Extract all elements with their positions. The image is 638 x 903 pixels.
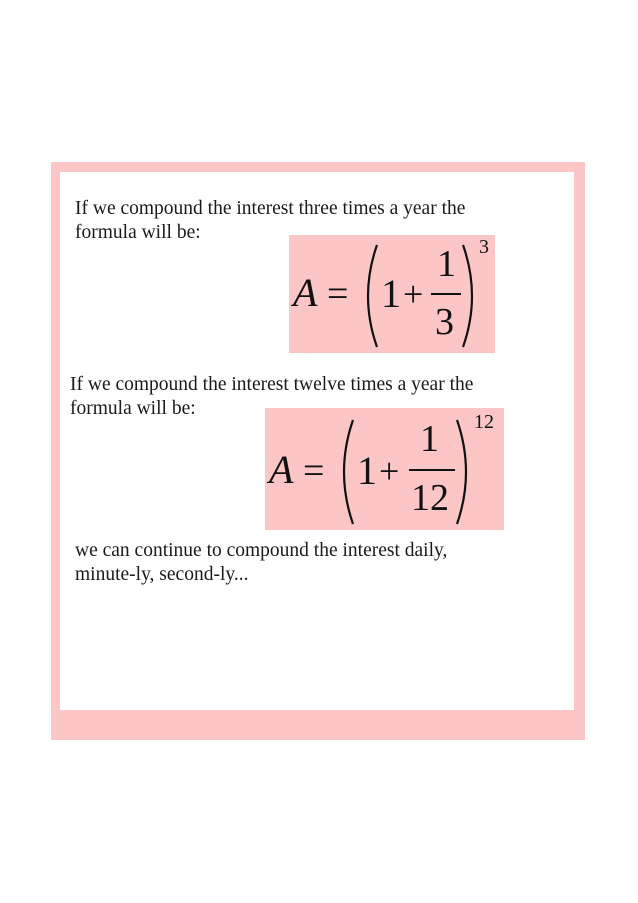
right-paren <box>461 243 483 349</box>
formula-equals: = <box>327 273 349 315</box>
formula-three-times <box>289 235 495 353</box>
paragraph-continue <box>75 539 447 587</box>
fraction-numerator: 1 <box>420 418 439 460</box>
formula-exponent: 12 <box>474 411 494 433</box>
left-paren <box>357 243 379 349</box>
paragraph-twelve-line-2: formula will be: <box>70 398 196 419</box>
paragraph-twelve-line-1: If we compound the interest twelve times a year the <box>70 374 474 395</box>
formula-lhs: A <box>269 447 294 492</box>
paragraph-continue-line-1: we can continue to compound the interest daily, <box>75 540 448 561</box>
fraction-denominator: 3 <box>435 301 454 343</box>
formula-plus: + <box>379 451 400 491</box>
left-paren <box>333 418 355 526</box>
formula-twelve-times <box>265 408 504 530</box>
formula-equals: = <box>303 450 325 492</box>
fraction-numerator: 1 <box>437 243 456 285</box>
paragraph-three-line-1: If we compound the interest three times a year the <box>75 198 466 219</box>
formula-plus: + <box>403 274 424 314</box>
right-paren <box>455 418 477 526</box>
paragraph-three-line-2: formula will be: <box>75 222 201 243</box>
formula-lhs: A <box>293 270 318 315</box>
fraction-bar <box>409 469 455 471</box>
fraction-bar <box>431 293 461 295</box>
fraction-denominator: 12 <box>411 477 449 519</box>
formula-exponent: 3 <box>479 236 489 258</box>
paragraph-continue-line-2: minute-ly, second-ly... <box>75 564 249 585</box>
formula-one: 1 <box>381 271 401 316</box>
formula-one: 1 <box>357 448 377 493</box>
